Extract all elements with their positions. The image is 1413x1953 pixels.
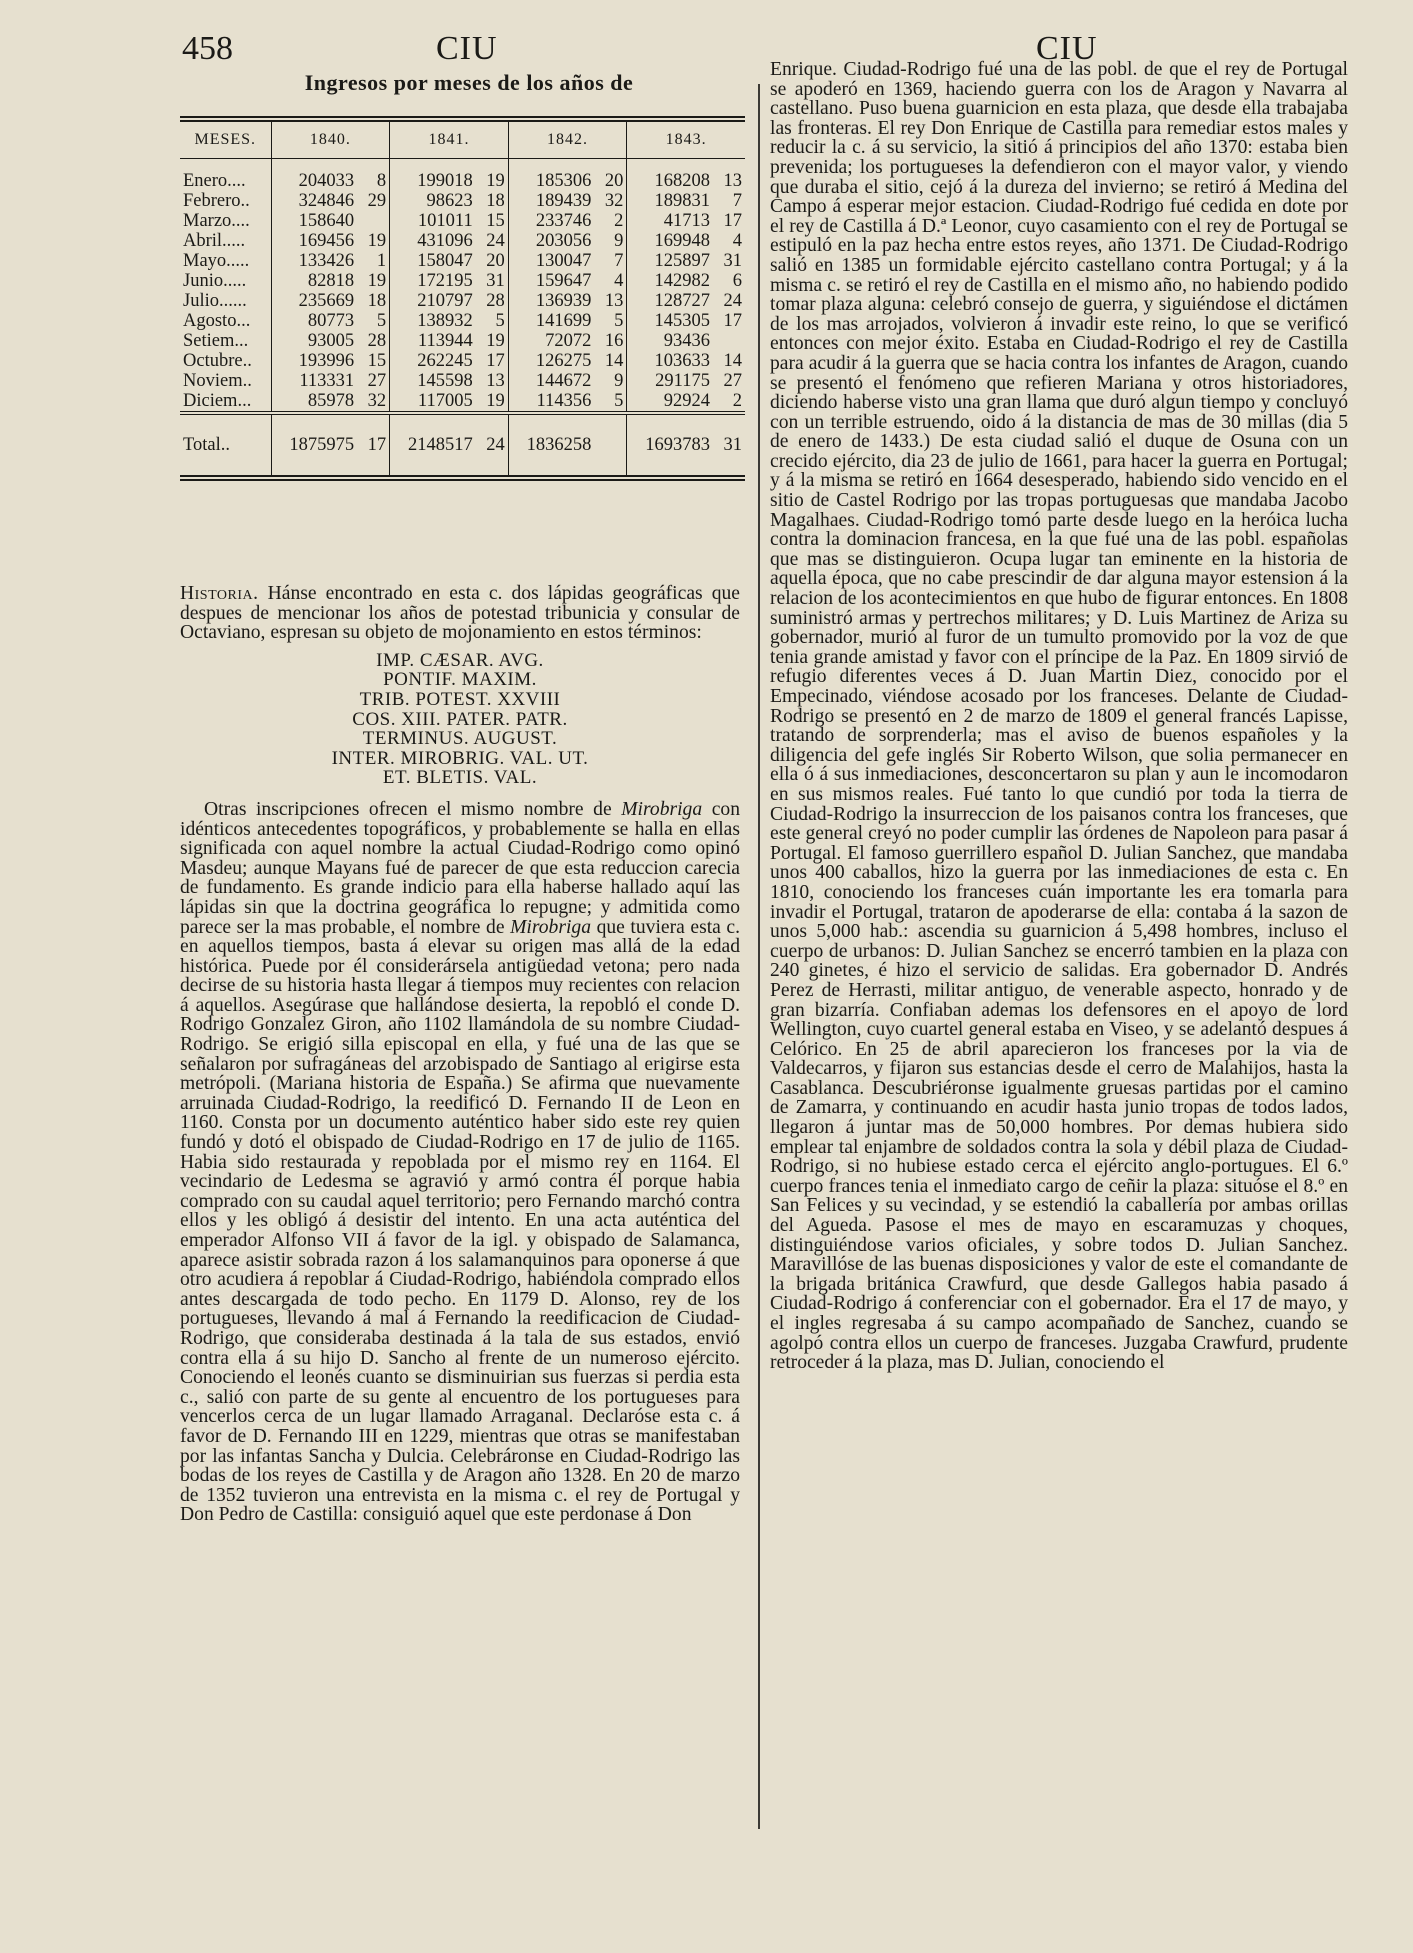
month-cell: Julio...... xyxy=(183,291,247,311)
fraction-cell: 24 xyxy=(723,291,742,311)
column-header: 1841. xyxy=(390,119,509,159)
value-cell: 1693783 xyxy=(627,413,713,478)
value-cell: 235669 xyxy=(271,291,357,311)
fraction-cell: 31 xyxy=(723,251,742,271)
month-cell: Mayo..... xyxy=(183,251,250,271)
fraction-cell xyxy=(357,211,390,231)
text-run: que tuviera esta c. en aquellos tiempos, basta á elevar su origen mas allá de la edad histórica. Puede por él considerársela antigüedad vetona; pero nada decirse de su historia hasta llegar á tiempos muy recientes con relacion á aquellos. Asegúrase que hallándose desierta, la repobló el conde D. Rodrigo Gonzalez Giron, año 1102 llamándola de su nombre Ciudad-Rodrigo. Se erigió silla episcopal en ella, y fué una de las que se señalaron por sufragáneas del arzobispado de Santiago al erigirse esta metrópoli. (Mariana historia de España.) Se afirma que nuevamente arruinada Ciudad-Rodrigo, la reedificó D. Fernando II de Leon en 1160. Consta por un documento auténtico haber sido este rey quien fundó y dotó el obispado de Ciudad-Rodrigo en 17 de julio de 1165. Habia sido restaurada y repoblada por el mismo rey en 1164. El vecindario de Ledesma se agravió y armó contra él porque habia comprado con su caudal aquel territorio; pero Fernando marchó contra ellos y les obligó á desistir del intento. En una acta auténtica del emperador Alfonso VII á favor de la igl. y obispado de Salamanca, aparece asistir sobrada razon á los salamanquinos para oponerse á que otro acudiera á repoblar á Ciudad-Rodrigo, habiéndola comprado ellos antes descargada de todo pecho. En 1179 D. Alonso, rey de los portugueses, llevando á mal á Fernando la reedificacion de Ciudad-Rodrigo, que consideraba destinada á la tala de sus estados, envió contra ella á su hijo D. Sancho al frente de un numeroso ejército. Conociendo el leonés cuanto se disminuirian sus fuerzas si perdia esta c., salió con parte de su gente al encuentro de los portugueses para vencerlos cerca de un lugar llamado Arraganal. Declaróse esta c. á favor de D. Fernando III en 1229, mientras que otras se manifestaban por las infantas Sancha y Dulcia. Celebráronse en Ciudad-Rodrigo las bodas de los reyes de Castilla y de Aragon año 1328. En 20 de marzo de 1352 tuvieron una entrevista en la misma c. el rey de Portugal y Don Pedro de Castilla: consiguió aquel que este perdonase á Don xyxy=(180,916,741,1526)
value-cell: 141699 xyxy=(508,311,594,331)
table-row xyxy=(180,351,745,371)
table-row xyxy=(180,371,745,391)
fraction-cell: 28 xyxy=(486,291,505,311)
revenue-table xyxy=(180,116,745,481)
fraction-cell: 5 xyxy=(614,311,624,331)
fraction-cell: 27 xyxy=(723,371,742,391)
italic-term: Mirobriga xyxy=(510,916,592,938)
fraction-cell: 8 xyxy=(376,171,387,191)
fraction-cell: 7 xyxy=(732,191,742,211)
column-header: MESES. xyxy=(180,119,271,159)
value-cell: 93436 xyxy=(627,331,713,351)
column-divider xyxy=(758,84,760,1829)
historia-paragraph xyxy=(180,584,740,643)
fraction-cell: 19 xyxy=(367,271,387,291)
fraction-cell: 18 xyxy=(367,291,387,311)
running-head-right: CIU xyxy=(1036,30,1098,67)
inscription-line: TRIB. POTEST. XXVIII xyxy=(359,688,561,710)
inscription-line: TERMINUS. AUGUST. xyxy=(362,728,558,750)
table-row xyxy=(180,271,745,291)
value-cell: 189439 xyxy=(508,191,594,211)
value-cell: 169948 xyxy=(627,231,713,251)
value-cell: 158640 xyxy=(271,211,357,231)
value-cell: 159647 xyxy=(508,271,594,291)
value-cell: 142982 xyxy=(627,271,713,291)
fraction-cell: 24 xyxy=(476,413,509,478)
table-row xyxy=(180,231,745,251)
inscription-line: PONTIF. MAXIM. xyxy=(383,669,537,691)
month-cell: Marzo.... xyxy=(183,211,250,231)
fraction-cell: 16 xyxy=(604,331,624,351)
month-cell: Enero.... xyxy=(183,171,246,191)
table-title: Ingresos por meses de los años de xyxy=(304,70,634,95)
value-cell: 189831 xyxy=(627,191,713,211)
value-cell: 92924 xyxy=(627,391,713,413)
table-row xyxy=(180,251,745,271)
value-cell: 1836258 xyxy=(508,413,594,478)
value-cell: 80773 xyxy=(271,311,357,331)
fraction-cell: 17 xyxy=(357,413,390,478)
value-cell: 85978 xyxy=(271,391,357,413)
fraction-cell xyxy=(713,331,745,351)
month-cell: Agosto... xyxy=(183,311,251,331)
table-row xyxy=(180,311,745,331)
table-header-row xyxy=(180,119,745,159)
fraction-cell: 27 xyxy=(367,371,387,391)
value-cell: 41713 xyxy=(627,211,713,231)
month-cell: Abril..... xyxy=(183,231,246,251)
column-header: 1840. xyxy=(271,119,390,159)
value-cell: 210797 xyxy=(390,291,476,311)
table-row xyxy=(180,211,745,231)
fraction-cell: 4 xyxy=(732,231,742,251)
value-cell: 2148517 xyxy=(390,413,476,478)
fraction-cell: 17 xyxy=(723,311,742,331)
fraction-cell xyxy=(594,413,627,478)
value-cell: 193996 xyxy=(271,351,357,371)
table-row xyxy=(180,191,745,211)
fraction-cell: 2 xyxy=(732,391,742,411)
page-number: 458 xyxy=(182,30,233,67)
value-cell: 130047 xyxy=(508,251,594,271)
value-cell: 98623 xyxy=(390,191,476,211)
fraction-cell: 5 xyxy=(614,391,624,411)
text-run: Otras inscripciones ofrecen el mismo nombre de xyxy=(204,798,622,820)
value-cell: 168208 xyxy=(627,159,713,192)
fraction-cell: 2 xyxy=(614,211,624,231)
value-cell: 126275 xyxy=(508,351,594,371)
fraction-cell: 19 xyxy=(486,171,505,191)
value-cell: 233746 xyxy=(508,211,594,231)
fraction-cell: 31 xyxy=(486,271,505,291)
value-cell: 101011 xyxy=(390,211,476,231)
value-cell: 136939 xyxy=(508,291,594,311)
value-cell: 113944 xyxy=(390,331,476,351)
total-label: Total.. xyxy=(180,413,271,478)
table-row xyxy=(180,331,745,351)
historia-label: Historia. xyxy=(180,583,259,604)
value-cell: 114356 xyxy=(508,391,594,413)
value-cell: 431096 xyxy=(390,231,476,251)
column-header: 1843. xyxy=(627,119,745,159)
value-cell: 172195 xyxy=(390,271,476,291)
fraction-cell: 20 xyxy=(604,171,624,191)
left-column-text xyxy=(180,584,740,1525)
fraction-cell: 13 xyxy=(486,371,505,391)
column-header: 1842. xyxy=(508,119,627,159)
fraction-cell: 32 xyxy=(604,191,624,211)
running-head-left: CIU xyxy=(436,30,498,67)
value-cell: 144672 xyxy=(508,371,594,391)
month-cell: Octubre.. xyxy=(183,351,252,371)
table-row xyxy=(180,159,745,192)
fraction-cell: 5 xyxy=(495,311,505,331)
fraction-cell: 6 xyxy=(732,271,742,291)
fraction-cell: 13 xyxy=(604,291,624,311)
fraction-cell: 1 xyxy=(376,251,387,271)
fraction-cell: 19 xyxy=(367,231,387,251)
value-cell: 145598 xyxy=(390,371,476,391)
value-cell: 169456 xyxy=(271,231,357,251)
table-body xyxy=(180,159,745,479)
fraction-cell: 17 xyxy=(486,351,505,371)
inscription-line: INTER. MIROBRIG. VAL. UT. xyxy=(331,747,589,769)
fraction-cell: 7 xyxy=(614,251,624,271)
value-cell: 138932 xyxy=(390,311,476,331)
month-cell: Noviem.. xyxy=(183,371,252,391)
total-row xyxy=(180,413,745,478)
fraction-cell: 13 xyxy=(723,171,742,191)
value-cell: 262245 xyxy=(390,351,476,371)
history-paragraph xyxy=(180,800,740,1525)
fraction-cell: 14 xyxy=(604,351,624,371)
value-cell: 1875975 xyxy=(271,413,357,478)
table-row xyxy=(180,391,745,413)
fraction-cell: 4 xyxy=(614,271,624,291)
value-cell: 128727 xyxy=(627,291,713,311)
fraction-cell: 19 xyxy=(486,391,505,411)
table-row xyxy=(180,291,745,311)
value-cell: 103633 xyxy=(627,351,713,371)
inscription-line: ET. BLETIS. VAL. xyxy=(382,767,538,789)
right-column-text xyxy=(770,60,1348,1373)
roman-inscription xyxy=(180,651,740,788)
fraction-cell: 18 xyxy=(486,191,505,211)
fraction-cell: 24 xyxy=(486,231,505,251)
fraction-cell: 17 xyxy=(723,211,742,231)
inscription-line: COS. XIII. PATER. PATR. xyxy=(352,708,568,730)
fraction-cell: 9 xyxy=(614,231,624,251)
fraction-cell: 14 xyxy=(723,351,742,371)
inscription-line: IMP. CÆSAR. AVG. xyxy=(376,649,544,671)
fraction-cell: 29 xyxy=(367,191,387,211)
value-cell: 185306 xyxy=(508,159,594,192)
fraction-cell: 32 xyxy=(367,391,387,411)
value-cell: 117005 xyxy=(390,391,476,413)
fraction-cell: 5 xyxy=(376,311,387,331)
value-cell: 199018 xyxy=(390,159,476,192)
month-cell: Febrero.. xyxy=(183,191,250,211)
value-cell: 93005 xyxy=(271,331,357,351)
fraction-cell: 15 xyxy=(367,351,387,371)
historia-text: Hánse encontrado en esta c. dos lápidas geográficas que despues de mencionar los años de potestad tribunicia y consular de Octaviano, espresan su objeto de mojonamiento en estos términos: xyxy=(180,583,740,644)
value-cell: 133426 xyxy=(271,251,357,271)
italic-term: Mirobriga xyxy=(621,798,703,820)
fraction-cell: 20 xyxy=(486,251,505,271)
fraction-cell: 28 xyxy=(367,331,387,351)
value-cell: 82818 xyxy=(271,271,357,291)
value-cell: 204033 xyxy=(271,159,357,192)
value-cell: 158047 xyxy=(390,251,476,271)
month-cell: Junio..... xyxy=(183,271,247,291)
fraction-cell: 15 xyxy=(486,211,505,231)
value-cell: 324846 xyxy=(271,191,357,211)
month-cell: Setiem... xyxy=(183,331,249,351)
text-run: con idénticos antecedentes topográficos, y probablemente se halla en ellas significada con aquel nombre la actual Ciudad-Rodrigo como opinó Masdeu; aunque Mayans fué de parecer de que esta reduccion carecia de fundamento. Es grande indicio para ella haberse hallado aquí las lápidas sin que la doctrina geográfica lo repugne; y admitida como parece ser la mas probable, el nombre de xyxy=(180,798,740,938)
fraction-cell: 19 xyxy=(486,331,505,351)
value-cell: 72072 xyxy=(508,331,594,351)
fraction-cell: 31 xyxy=(713,413,745,478)
value-cell: 125897 xyxy=(627,251,713,271)
month-cell: Diciem... xyxy=(183,391,252,411)
value-cell: 203056 xyxy=(508,231,594,251)
value-cell: 145305 xyxy=(627,311,713,331)
fraction-cell: 9 xyxy=(614,371,624,391)
continued-paragraph: Enrique. Ciudad-Rodrigo fué una de las pobl. de que el rey de Portugal se apoderó en 1369, haciendo guerra con los de Aragon y Navarra al castellano. Puso buena guarnicion en esta plaza, que desde ella trabajaba las fronteras. El rey Don Enrique de Castilla para remediar estos males y reducir la c. á su servicio, la sitió á principios del año 1370: estaba bien prevenida; los portugueses la defendieron con el mayor valor, y viendo que duraba el sitio, cejó á la dureza del invierno; se retiró á Medina del Campo á esperar mejor estacion. Ciudad-Rodrigo fué cedida en dote por el rey de Castilla á D.ª Leonor, cuyo casamiento con el rey de Portugal se estipuló en la paz hecha entre estos reyes, año 1371. De Ciudad-Rodrigo salió en 1385 un formidable ejército castellano contra Portugal; y á la misma c. se retiró el rey de Castilla en el mismo año, no habiendo podido tomar plaza alguna: celebró consejo de guerra, y siguiéndose el dictámen de los mas arrojados, volvieron á invadir este reino, lo que se verificó entonces con mejor éxito. Estaba en Ciudad-Rodrigo el rey de Castilla para acudir á la guerra que se hacia contra los infantes de Aragon, cuando se presentó el fenómeno que refieren Mariana y otros historiadores, diciendo haberse visto una gran llama que duró algun tiempo y concluyó con un terrible estruendo, oido á la distancia de mas de 30 millas (dia 5 de enero de 1433.) De esta ciudad salió el duque de Osuna con un crecido ejército, dia 23 de julio de 1661, para hacer la guerra en Portugal; y á la misma se retiró en 1664 desesperado, habiendo sido vencido en el sitio de Castel Rodrigo por las tropas portuguesas que mandaba Jacobo Magalhaes. Ciudad-Rodrigo tomó parte desde luego en la heróica lucha contra la dominacion francesa, en la que fué una de las pobl. españolas que mas se distinguieron. Ocupa lugar tan eminente en la historia de aquella época, que no cabe prescindir de dar alguna mayor estension á la relacion de los acontecimientos en que hubo de figurar entonces. En 1808 suministró armas y pertrechos militares; y D. Luis Martinez de Ariza su gobernador, murió al furor de un tumulto promovido por la voz de que tenia grande amistad y favor con el príncipe de la Paz. En 1809 sirvió de refugio diferentes veces á D. Juan Martin Diez, conocido por el Empecinado, viéndose acosado por los franceses. Delante de Ciudad-Rodrigo se presentó en 2 de marzo de 1809 el general francés Lapisse, tratando de sorprenderla; mas el aviso de buenos españoles y la diligencia del gefe inglés Sir Roberto Wilson, que solia permanecer en ella ó á sus inmediaciones, desconcertaron su plan y aun le incomodaron en sus mismos reales. Fué tanto lo que cundió por toda la tierra de Ciudad-Rodrigo la insurreccion de los paisanos contra los franceses, que este general creyó no poder cumplir las órdenes de Napoleon para pasar á Portugal. El famoso guerrillero español D. Julian Sanchez, que mandaba unos 400 caballos, hizo la guerra por las inmediaciones de esta c. En 1810, conociendo los franceses cuán importante les era tomarla para invadir el Portugal, trataron de apoderarse de ella: contaba á la sazon de unos 5,000 hab.: ascendia su guarnicion á 5,498 hombres, incluso el cuerpo de urbanos: D. Julian Sanchez se encerró tambien en la plaza con 240 ginetes, é hizo el servicio de salidas. Era gobernador D. Andrés Perez de Herrasti, militar antiguo, de venerable aspecto, honrado y de gran bizarría. Confiaban ademas los defensores en el apoyo de lord Wellington, cuyo cuartel general estaba en Viseo, y se adelantó despues á Celórico. En 25 de abril aparecieron los franceses por la via de Valdecarros, y fijaron sus estancias desde el cerro de Malahijos, hasta la Casablanca. Descubriéronse igualmente gruesas partidas por el camino de Zamarra, y continuando en acudir hasta junio tropas de todos lados, llegaron á juntar mas de 50,000 hombres. Por demas hubiera sido emplear tal enjambre de soldados contra la sola y débil plaza de Ciudad-Rodrigo, si no hubiese estado cerca el ejército anglo-portugues. El 6.º cuerpo frances tenia el inmediato cargo de ceñir la plaza: situóse el 8.º en San Felices y su vecindad, y se estendió la caballería por ambas orillas del Agueda. Pasose el mes de mayo en escaramuzas y choques, distinguiéndose varios oficiales, y sobre todos D. Julian Sanchez. Maravillóse de las buenas disposiciones y valor de este el comandante de la brigada británica Crawfurd, que desde Gallegos habia pasado á Ciudad-Rodrigo á conferenciar con el gobernador. Era el 17 de mayo, y el ingles regresaba á su campo acompañado de Sanchez, cuando se agolpó contra ellos un cuerpo de franceses. Juzgaba Crawfurd, prudente retroceder á la plaza, mas D. Julian, conociendo el xyxy=(770,59,1348,1374)
value-cell: 113331 xyxy=(271,371,357,391)
value-cell: 291175 xyxy=(627,371,713,391)
